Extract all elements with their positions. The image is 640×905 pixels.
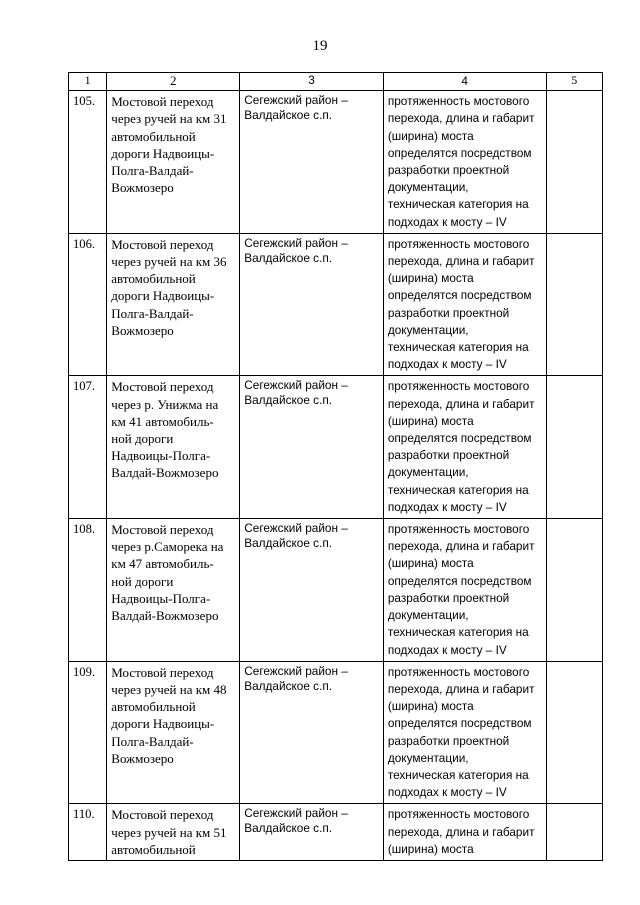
object-name-line: Валдай-Вожмозеро — [111, 608, 219, 624]
district-line: Сегежский район – — [244, 378, 348, 393]
object-name-line: Мостовой переход — [111, 807, 214, 823]
district-line: Валдайское с.п. — [244, 393, 333, 408]
district — [240, 376, 384, 519]
note — [546, 804, 602, 861]
description-line: техническая категория на — [387, 482, 529, 497]
object-name-line: через р. Унижма на — [111, 396, 219, 412]
header-col-1: 1 — [69, 73, 107, 91]
district-line: Валдайское с.п. — [244, 250, 333, 265]
description-line: протяженность мостового — [387, 522, 530, 537]
table-row — [69, 519, 603, 662]
description — [383, 519, 546, 662]
description-line: техническая категория на — [387, 767, 529, 782]
object-name-line: Полга-Валдай- — [111, 163, 194, 179]
description-line: разработки проектной — [387, 733, 510, 748]
description-line: (ширина) моста — [387, 556, 474, 571]
description-line: определятся посредством — [387, 288, 532, 303]
description-line: документации, — [387, 608, 469, 623]
description-line: перехода, длина и габарит — [387, 539, 535, 554]
note — [546, 233, 602, 376]
description — [383, 91, 546, 234]
object-name-line: дороги Надвоицы- — [111, 288, 215, 304]
object-name-line: через ручей на км 51 — [111, 824, 227, 840]
header-col-5: 5 — [546, 73, 602, 91]
description-line: разработки проектной — [387, 305, 510, 320]
description-line: (ширина) моста — [387, 699, 474, 714]
description-line: перехода, длина и габарит — [387, 254, 535, 269]
object-name-line: Полга-Валдай- — [111, 305, 194, 321]
description-line: протяженность мостового — [387, 236, 530, 251]
object-name-line: автомобильной — [111, 699, 196, 715]
object-name-line: ной дороги — [111, 573, 174, 589]
description — [383, 233, 546, 376]
object-name-line: Вожмозеро — [111, 750, 174, 766]
description-line: перехода, длина и габарит — [387, 824, 535, 839]
object-name-line: Мостовой переход — [111, 664, 214, 680]
row-number: 108. — [69, 519, 107, 662]
page-number: 19 — [312, 38, 328, 54]
note — [546, 91, 602, 234]
district-line: Сегежский район – — [244, 521, 348, 536]
object-name — [107, 804, 240, 861]
object-name-line: Вожмозеро — [111, 180, 174, 196]
district-line: Валдайское с.п. — [244, 536, 333, 551]
description-line: документации, — [387, 465, 469, 480]
description — [383, 804, 546, 861]
description-line: документации, — [387, 750, 469, 765]
description — [383, 661, 546, 804]
description-line: протяженность мостового — [387, 379, 530, 394]
description-line: подходах к мосту – IV — [387, 642, 507, 657]
description-line: перехода, длина и габарит — [387, 396, 535, 411]
district-line: Сегежский район – — [244, 806, 348, 821]
description-line: протяженность мостового — [387, 664, 530, 679]
district-line: Валдайское с.п. — [244, 108, 333, 123]
object-name — [107, 91, 240, 234]
description-line: протяженность мостового — [387, 807, 530, 822]
description-line: разработки проектной — [387, 163, 510, 178]
note — [546, 376, 602, 519]
district — [240, 804, 384, 861]
row-number: 110. — [69, 804, 107, 861]
object-name-line: автомобильной — [111, 271, 196, 287]
row-number: 106. — [69, 233, 107, 376]
district-line: Сегежский район – — [244, 93, 348, 108]
object-name-line: км 47 автомобиль- — [111, 556, 214, 572]
row-number: 109. — [69, 661, 107, 804]
district-line: Валдайское с.п. — [244, 821, 333, 836]
object-name-line: автомобильной — [111, 841, 196, 857]
note — [546, 661, 602, 804]
district — [240, 91, 384, 234]
object-name-line: Вожмозеро — [111, 322, 174, 338]
table-row — [69, 376, 603, 519]
object-name-line: автомобильной — [111, 128, 196, 144]
object-name-line: Мостовой переход — [111, 236, 214, 252]
description-line: протяженность мостового — [387, 94, 530, 109]
header-col-3: 3 — [240, 73, 384, 91]
row-number: 105. — [69, 91, 107, 234]
object-name-line: Полга-Валдай- — [111, 733, 194, 749]
description-line: определятся посредством — [387, 431, 532, 446]
object-name — [107, 233, 240, 376]
description-line: документации, — [387, 322, 469, 337]
object-name-line: Валдай-Вожмозеро — [111, 465, 219, 481]
table-body — [69, 91, 603, 861]
district-line: Сегежский район – — [244, 235, 348, 250]
district — [240, 233, 384, 376]
district-line: Сегежский район – — [244, 663, 348, 678]
table-row — [69, 233, 603, 376]
note — [546, 519, 602, 662]
object-name-line: ной дороги — [111, 431, 174, 447]
description-line: разработки проектной — [387, 448, 510, 463]
object-name — [107, 376, 240, 519]
description-line: (ширина) моста — [387, 413, 474, 428]
district — [240, 661, 384, 804]
description-line: подходах к мосту – IV — [387, 357, 507, 372]
description-line: (ширина) моста — [387, 128, 474, 143]
description-line: (ширина) моста — [387, 271, 474, 286]
object-name-line: Надвоицы-Полга- — [111, 448, 211, 464]
description-line: техническая категория на — [387, 625, 529, 640]
description-line: определятся посредством — [387, 716, 532, 731]
object-name-line: дороги Надвоицы- — [111, 145, 215, 161]
description — [383, 376, 546, 519]
description-line: подходах к мосту – IV — [387, 214, 507, 229]
description-line: подходах к мосту – IV — [387, 499, 507, 514]
table-header-row — [69, 73, 603, 91]
district — [240, 519, 384, 662]
description-line: перехода, длина и габарит — [387, 111, 535, 126]
object-name — [107, 519, 240, 662]
object-name-line: дороги Надвоицы- — [111, 716, 215, 732]
object-name-line: через ручей на км 31 — [111, 111, 227, 127]
description-line: определятся посредством — [387, 573, 532, 588]
description-line: техническая категория на — [387, 197, 529, 212]
objects-table — [68, 72, 603, 861]
header-col-2: 2 — [107, 73, 240, 91]
table-row — [69, 91, 603, 234]
description-line: техническая категория на — [387, 340, 529, 355]
description-line: разработки проектной — [387, 590, 510, 605]
description-line: документации, — [387, 180, 469, 195]
description-line: (ширина) моста — [387, 841, 474, 856]
object-name-line: через ручей на км 48 — [111, 681, 227, 697]
district-line: Валдайское с.п. — [244, 678, 333, 693]
row-number: 107. — [69, 376, 107, 519]
table-row — [69, 804, 603, 861]
object-name-line: Мостовой переход — [111, 379, 214, 395]
table-row — [69, 661, 603, 804]
object-name-line: Надвоицы-Полга- — [111, 590, 211, 606]
description-line: перехода, длина и габарит — [387, 681, 535, 696]
object-name-line: через ручей на км 36 — [111, 254, 227, 270]
object-name-line: Мостовой переход — [111, 522, 214, 538]
description-line: определятся посредством — [387, 145, 532, 160]
object-name-line: через р.Саморека на — [111, 539, 224, 555]
object-name — [107, 661, 240, 804]
description-line: подходах к мосту – IV — [387, 785, 507, 800]
object-name-line: км 41 автомобиль- — [111, 413, 214, 429]
header-col-4: 4 — [383, 73, 546, 91]
object-name-line: Мостовой переход — [111, 94, 214, 110]
